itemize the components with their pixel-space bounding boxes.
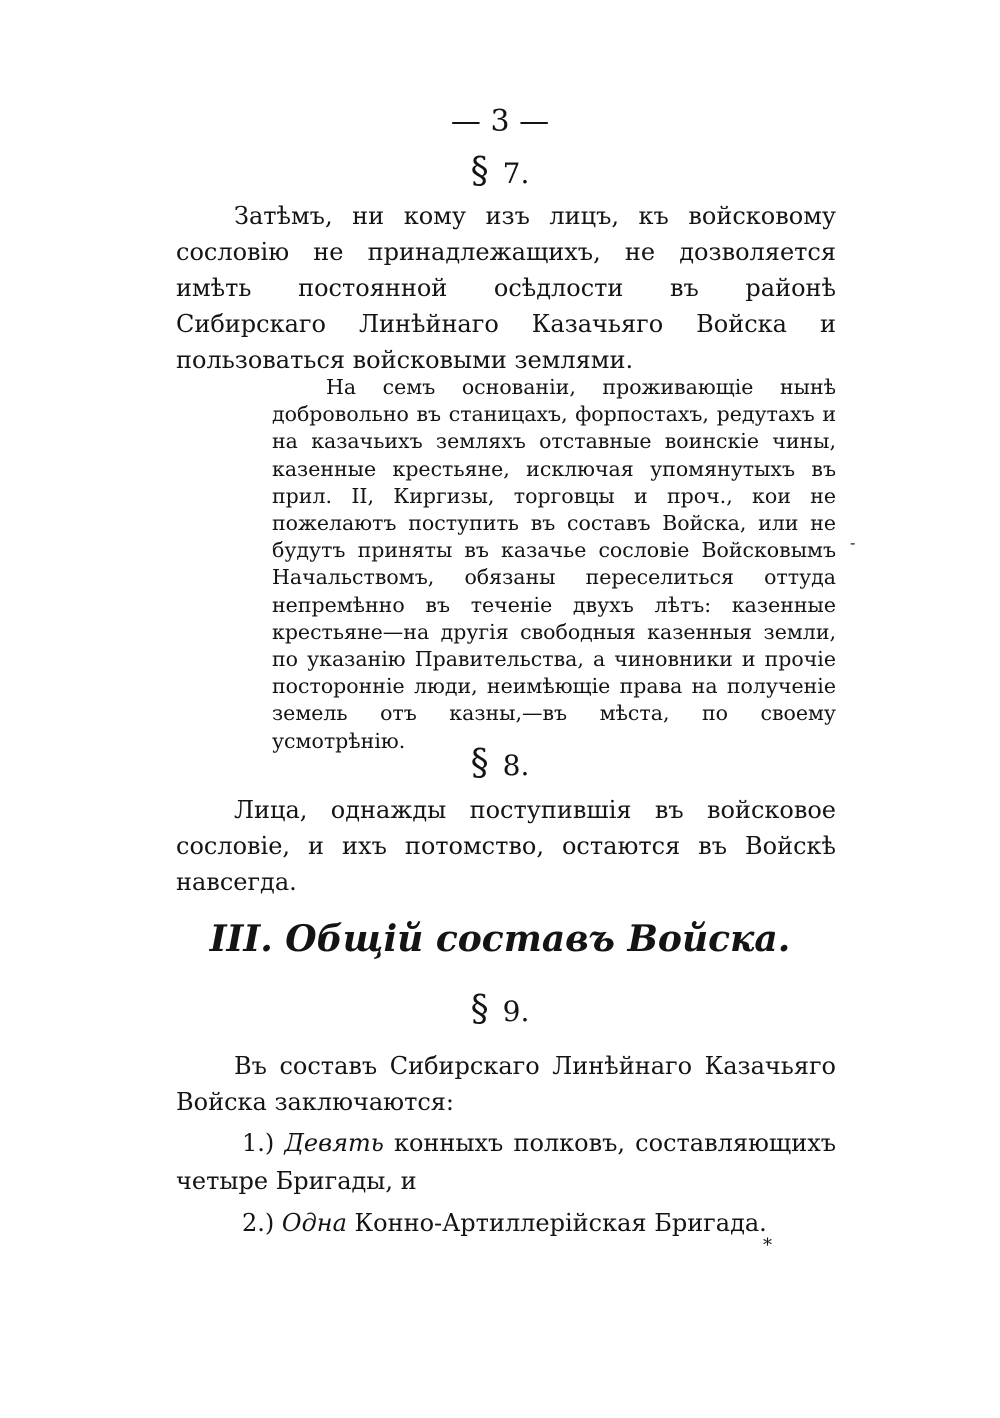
list-item-emphasis: Девять: [284, 1129, 384, 1157]
section-heading-7: [0, 150, 1000, 196]
section-heading-9: [0, 988, 1000, 1034]
section-sign: §: [470, 151, 489, 192]
paragraph-section-7: Затѣмъ, ни кому изъ лицъ, къ войсковому сословію не принадлежащихъ, не дозволяется имѣть постоянной осѣдлости въ районѣ Сибирскаго Линѣйнаго Казачьяго Войска и пользоваться войсковыми землями.: [176, 202, 836, 374]
margin-mark: -: [850, 533, 856, 552]
asterisk-mark: *: [763, 1235, 772, 1256]
note-section-7: На семъ основаніи, проживающіе нынѣ добровольно въ станицахъ, форпостахъ, редутахъ и на казачьихъ земляхъ отставные воинскіе чины, казенные крестьяне, исключая упомянутыхъ въ прил. II, Киргизы, торговцы и проч., кои не пожелаютъ поступить въ составъ Войска, или не будутъ приняты въ казачье сословіе Войсковымъ Начальствомъ, обязаны переселиться оттуда непремѣнно въ теченіе двухъ лѣтъ: казенные крестьяне—на другія свободныя казенныя земли, по указанію Правительства, а чиновники и прочіе посторонніе люди, неимѣющіе права на полученіе земель отъ казны,—въ мѣста, по своему усмотрѣнію.: [272, 375, 836, 753]
section-sign: §: [470, 989, 489, 1030]
section-sign: §: [470, 743, 489, 784]
list-item-1: [176, 1124, 836, 1200]
section-number: 7.: [502, 157, 530, 190]
list-item-2: [176, 1204, 836, 1242]
section-number: 9.: [502, 995, 530, 1028]
page-number: — 3 —: [450, 104, 550, 139]
list-item-text: конныхъ полковъ, составляющихъ четыре Бригады, и: [176, 1129, 836, 1195]
paragraph-section-8: Лица, однажды поступившія въ войсковое сословіе, и ихъ потомство, остаются въ Войскѣ навсегда.: [176, 796, 836, 896]
paragraph-section-9: Въ составъ Сибирскаго Линѣйнаго Казачьяго Войска заключаются:: [176, 1052, 836, 1116]
list-item-number: 2.): [242, 1209, 275, 1237]
chapter-heading: III. Общій составъ Войска.: [209, 918, 791, 960]
section-number: 8.: [502, 749, 530, 782]
list-item-text: Конно-Артиллерійская Бригада.: [346, 1209, 767, 1237]
list-item-emphasis: Одна: [281, 1209, 347, 1237]
list-item-number: 1.): [242, 1129, 275, 1157]
section-heading-8: [0, 742, 1000, 788]
